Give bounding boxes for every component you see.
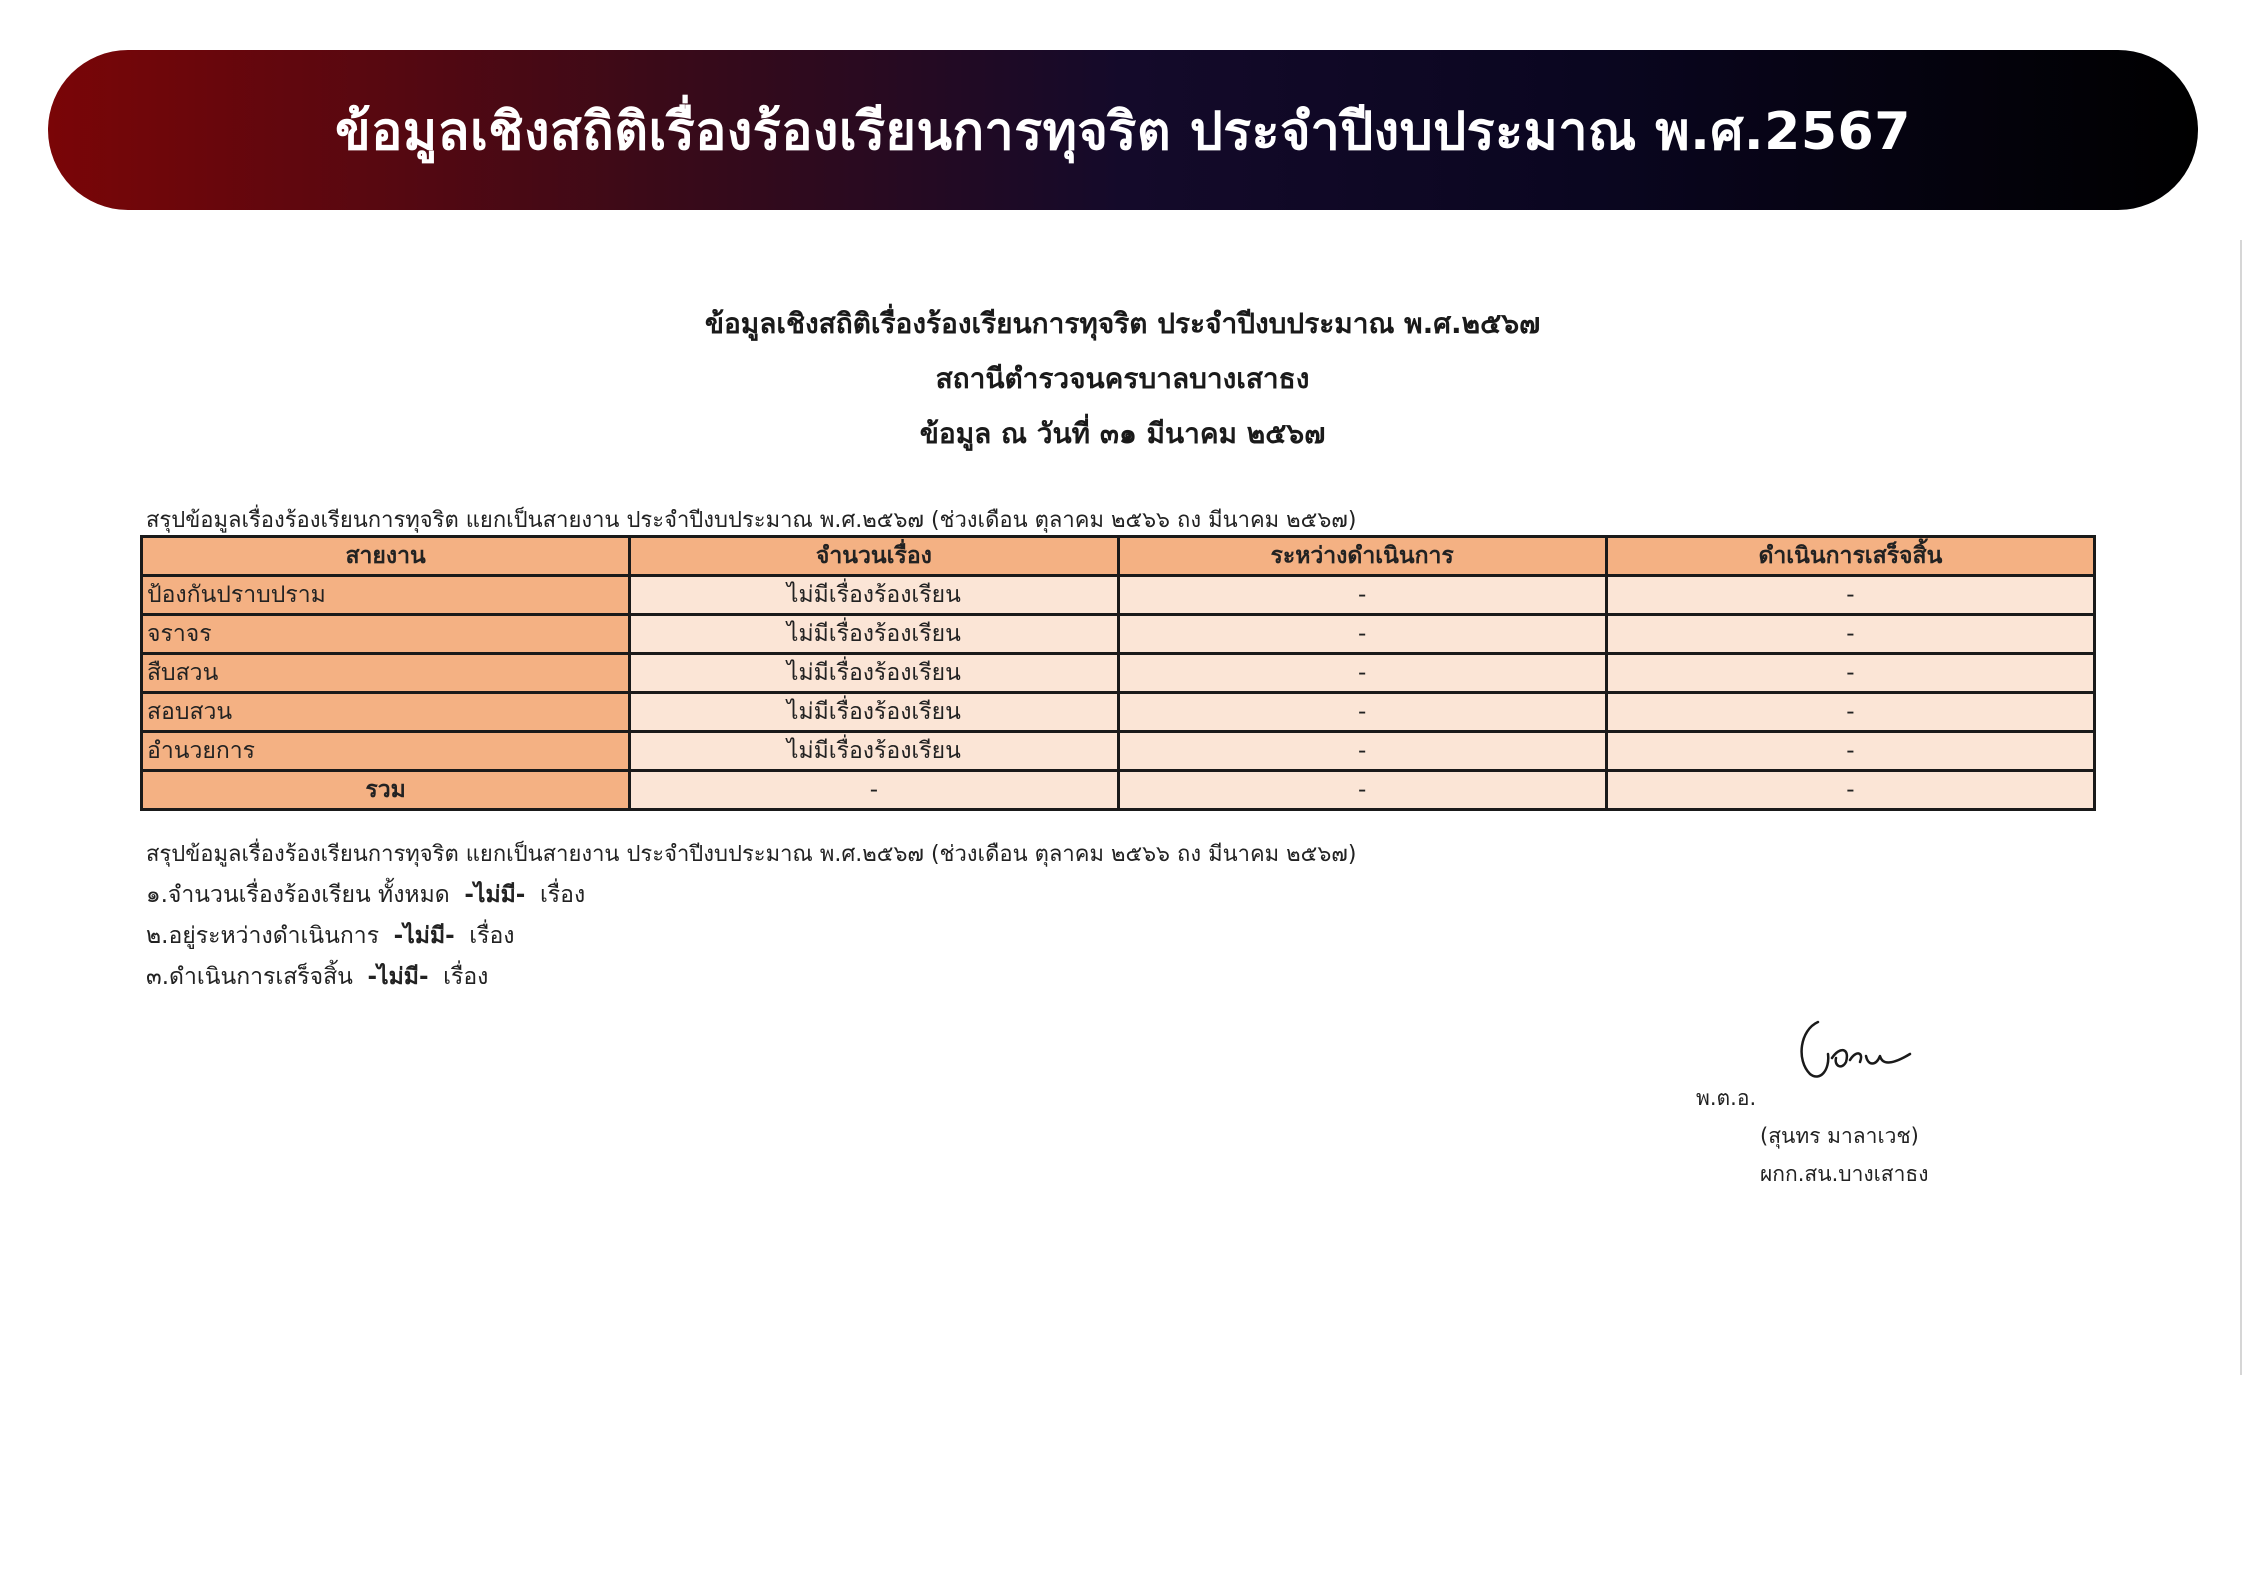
signature-block	[1690, 1010, 2090, 1210]
column-header-in-progress: ระหว่างดำเนินการ	[1118, 537, 1606, 576]
table-caption: สรุปข้อมูลเรื่องร้องเรียนการทุจริต แยกเป็นสายงาน ประจำปีงบประมาณ พ.ศ.๒๕๖๗ (ช่วงเดือน ตุลาคม ๒๕๖๖ ถง มีนาคม ๒๕๖๗)	[146, 508, 1357, 533]
column-header-count: จำนวนเรื่อง	[630, 537, 1118, 576]
table-row	[142, 615, 2095, 654]
summary-item-completed	[146, 959, 488, 995]
table-header-row	[142, 537, 2095, 576]
summary-label: ๒.อยู่ระหว่างดำเนินการ	[146, 923, 380, 949]
summary-item-in-progress	[146, 918, 515, 954]
banner-title: ข้อมูลเชิงสถิติเรื่องร้องเรียนการทุจริต ประจำปีงบประมาณ พ.ศ.2567	[335, 101, 1911, 162]
unit-cell: จราจร	[142, 615, 630, 654]
completed-cell: -	[1606, 693, 2094, 732]
total-in-progress-cell: -	[1118, 771, 1606, 810]
total-label-cell: รวม	[142, 771, 630, 810]
signer-name: (สุนทร มาลาเวช)	[1760, 1124, 1919, 1148]
completed-cell: -	[1606, 654, 2094, 693]
count-cell: ไม่มีเรื่องร้องเรียน	[630, 576, 1118, 615]
summary-label: ๑.จำนวนเรื่องร้องเรียน ทั้งหมด	[146, 882, 450, 908]
count-cell: ไม่มีเรื่องร้องเรียน	[630, 615, 1118, 654]
summary-label: ๓.ดำเนินการเสร็จสิ้น	[146, 964, 353, 990]
handwritten-signature	[1790, 1010, 1930, 1090]
summary-item-total	[146, 877, 585, 913]
in-progress-cell: -	[1118, 732, 1606, 771]
signer-position: ผกก.สน.บางเสาธง	[1760, 1162, 1929, 1186]
document-heading-line1: ข้อมูลเชิงสถิติเรื่องร้องเรียนการทุจริต ประจำปีงบประมาณ พ.ศ.๒๕๖๗	[704, 307, 1541, 340]
count-cell: ไม่มีเรื่องร้องเรียน	[630, 732, 1118, 771]
summary-value: -ไม่มี-	[464, 882, 526, 908]
summary-unit: เรื่อง	[539, 882, 586, 908]
table-row	[142, 654, 2095, 693]
in-progress-cell: -	[1118, 654, 1606, 693]
count-cell: ไม่มีเรื่องร้องเรียน	[630, 693, 1118, 732]
table-row	[142, 732, 2095, 771]
unit-cell: อำนวยการ	[142, 732, 630, 771]
summary-caption: สรุปข้อมูลเรื่องร้องเรียนการทุจริต แยกเป็นสายงาน ประจำปีงบประมาณ พ.ศ.๒๕๖๗ (ช่วงเดือน ตุลาคม ๒๕๖๖ ถง มีนาคม ๒๕๖๗)	[146, 842, 1357, 867]
summary-unit: เรื่อง	[469, 923, 515, 949]
table-row	[142, 576, 2095, 615]
column-header-unit: สายงาน	[142, 537, 630, 576]
column-header-completed: ดำเนินการเสร็จสิ้น	[1606, 537, 2094, 576]
total-completed-cell: -	[1606, 771, 2094, 810]
document-heading-line3: ข้อมูล ณ วันที่ ๓๑ มีนาคม ๒๕๖๗	[919, 417, 1326, 450]
total-count-cell: -	[630, 771, 1118, 810]
signer-rank: พ.ต.อ.	[1696, 1086, 1757, 1110]
in-progress-cell: -	[1118, 693, 1606, 732]
in-progress-cell: -	[1118, 615, 1606, 654]
unit-cell: สืบสวน	[142, 654, 630, 693]
document-heading-line2: สถานีตำรวจนครบาลบางเสาธง	[935, 362, 1310, 395]
completed-cell: -	[1606, 615, 2094, 654]
summary-unit: เรื่อง	[443, 964, 489, 990]
table-row	[142, 693, 2095, 732]
unit-cell: ป้องกันปราบปราม	[142, 576, 630, 615]
completed-cell: -	[1606, 732, 2094, 771]
unit-cell: สอบสวน	[142, 693, 630, 732]
count-cell: ไม่มีเรื่องร้องเรียน	[630, 654, 1118, 693]
table-total-row	[142, 771, 2095, 810]
in-progress-cell: -	[1118, 576, 1606, 615]
complaint-statistics-table	[140, 535, 2096, 811]
summary-value: -ไม่มี-	[393, 923, 455, 949]
summary-value: -ไม่มี-	[367, 964, 429, 990]
completed-cell: -	[1606, 576, 2094, 615]
